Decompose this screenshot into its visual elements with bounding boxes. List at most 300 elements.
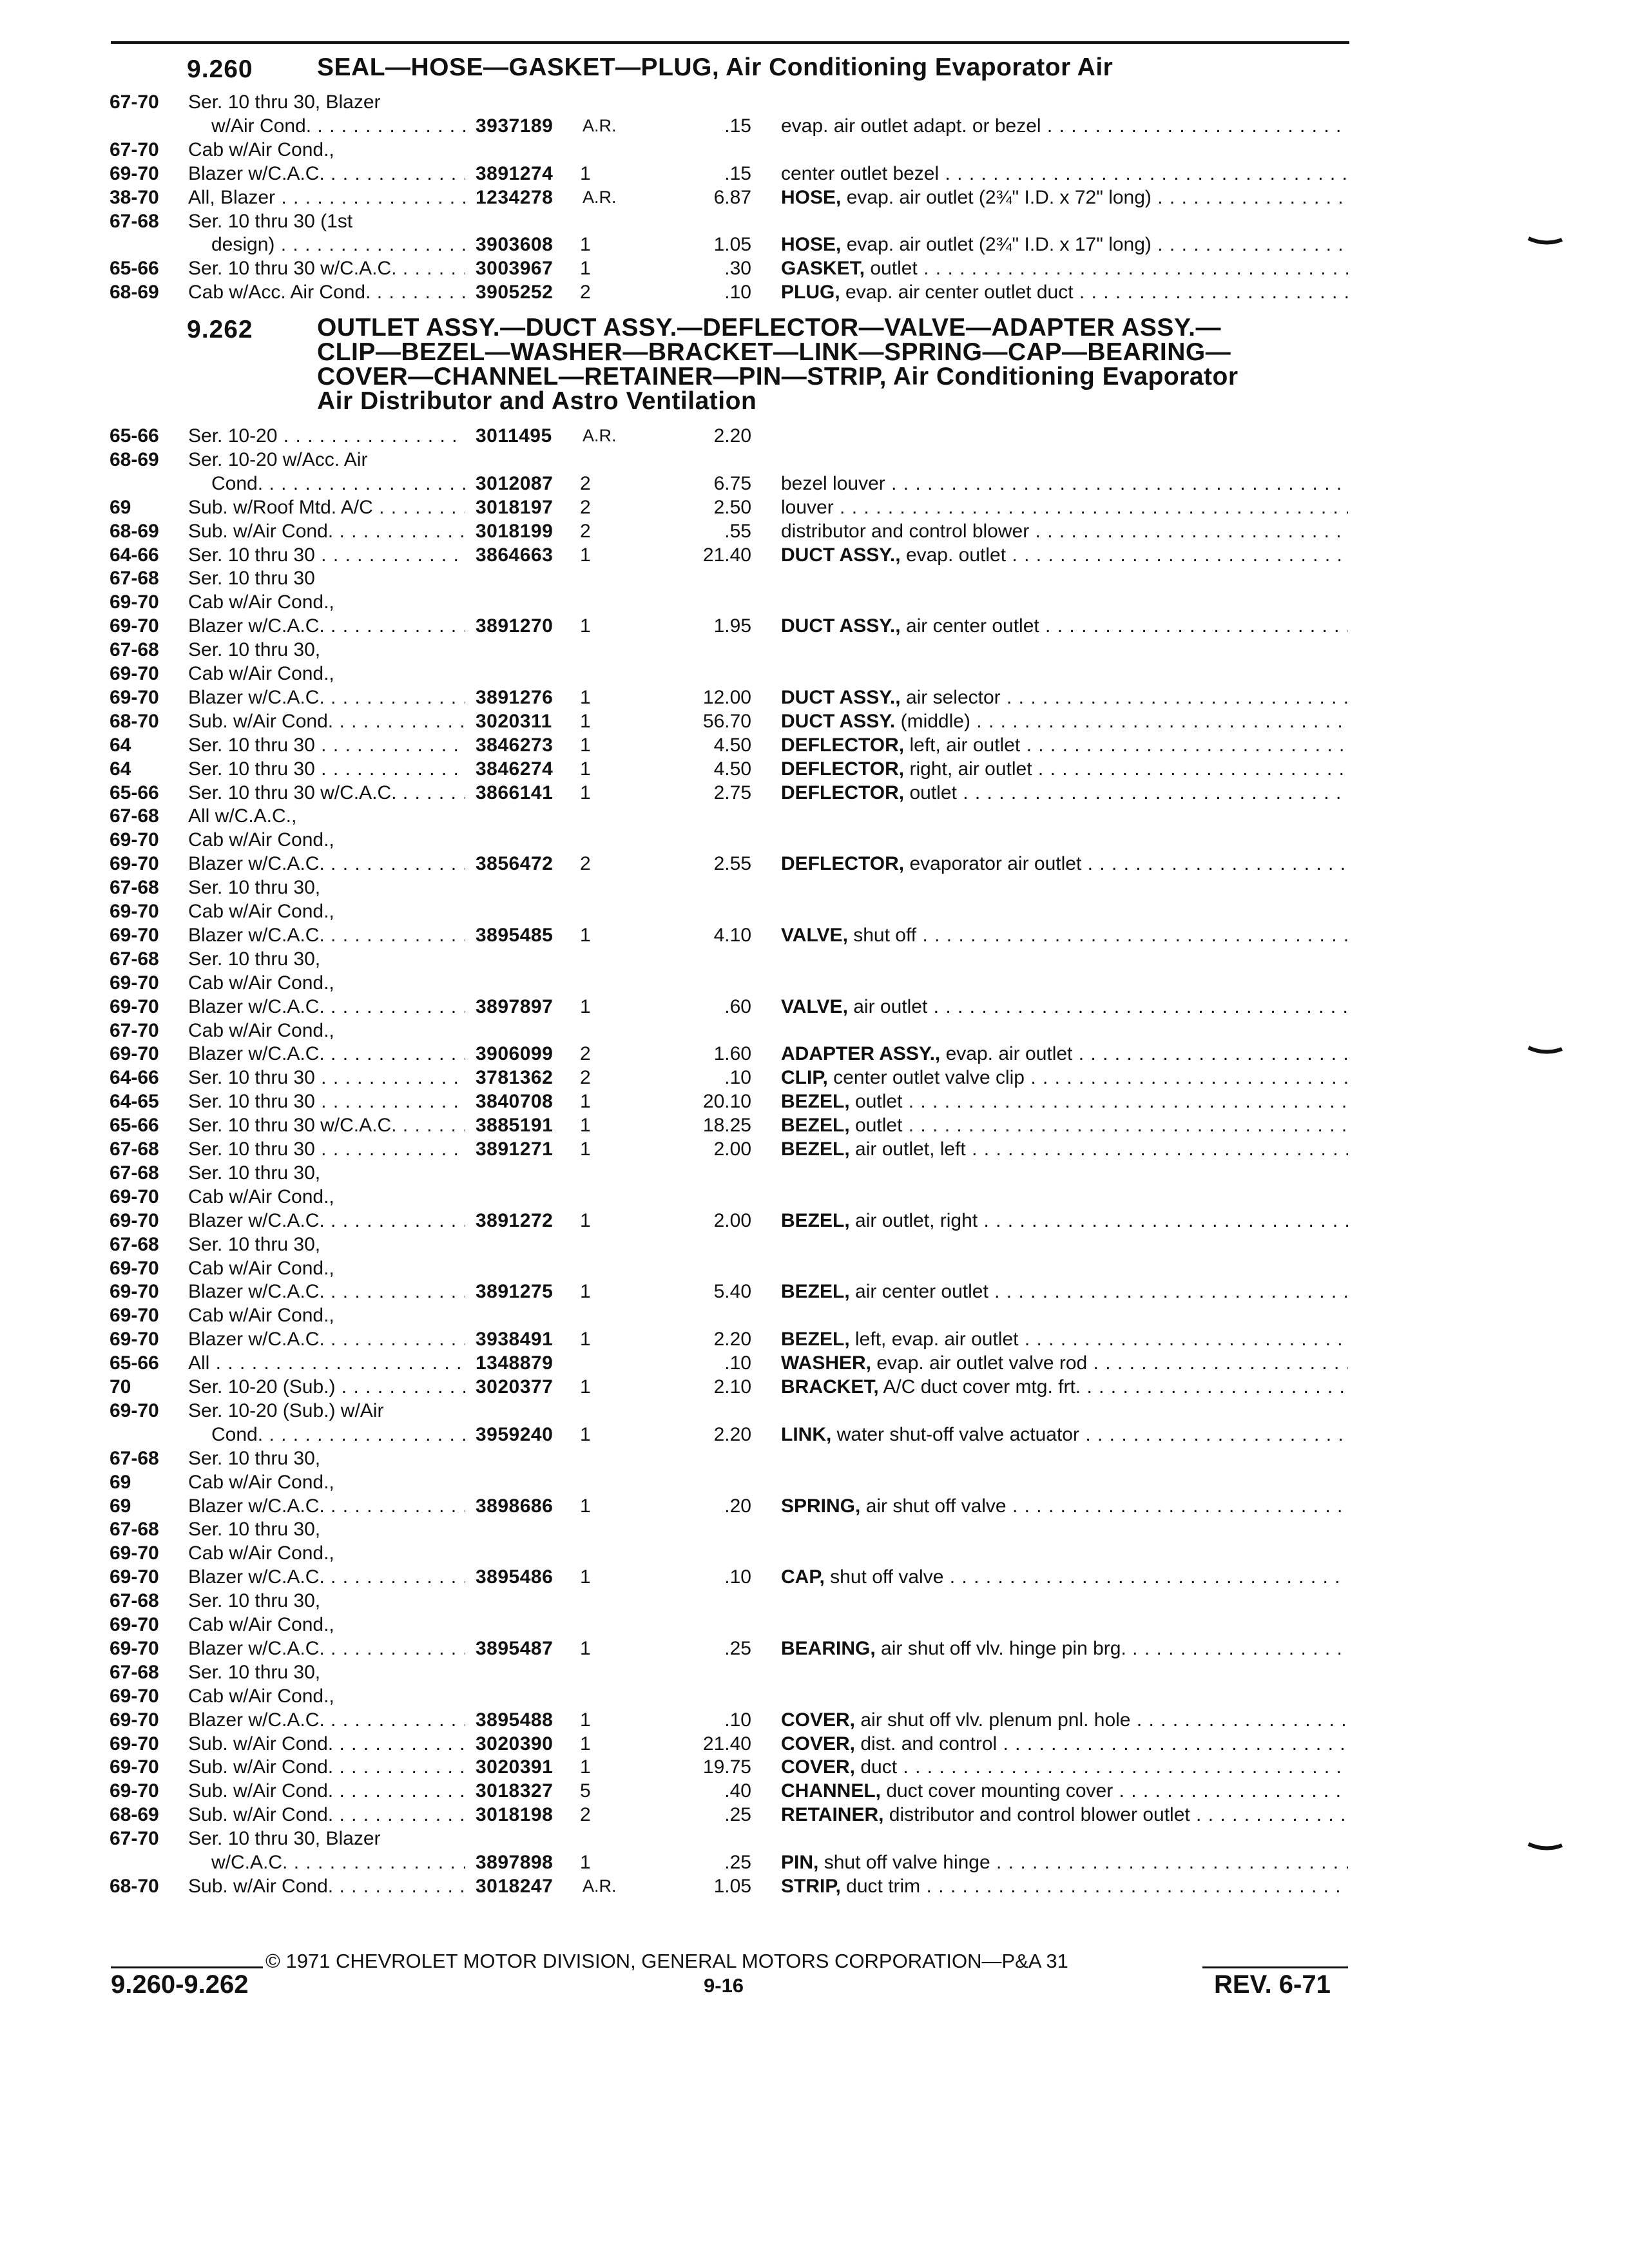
application-desc: Cab w/Air Cond., (188, 1614, 334, 1635)
list-price: 19.75 (702, 1756, 751, 1778)
part-description (781, 162, 1348, 186)
application-desc: Ser. 10 thru 30, Blazer (188, 91, 381, 113)
part-number: 3905252 (476, 282, 554, 303)
model-years: 70 (110, 1376, 131, 1398)
catalog-row (0, 280, 1629, 304)
part-name: DUCT ASSY., (781, 686, 901, 708)
part-name: CAP, (781, 1566, 825, 1588)
part-number: 3897898 (476, 1852, 554, 1873)
part-name: BEZEL, (781, 1209, 850, 1231)
list-price: 2.50 (713, 496, 751, 518)
catalog-row (0, 114, 1629, 138)
model-years: 67-68 (110, 1661, 159, 1683)
list-price: 56.70 (702, 710, 751, 732)
part-name: BEZEL, (781, 1091, 850, 1113)
catalog-row (0, 757, 1629, 781)
catalog-row (0, 186, 1629, 209)
part-name: DEFLECTOR, (781, 853, 905, 875)
part-number: 3895487 (476, 1637, 554, 1659)
part-detail: shut off valve hinge (824, 1852, 990, 1873)
part-description (781, 1755, 1348, 1779)
model-years: 65-66 (110, 782, 159, 803)
part-detail: center outlet valve clip (833, 1067, 1025, 1089)
model-years: 64 (110, 758, 131, 780)
part-name: BEZEL, (781, 1139, 850, 1160)
part-number: 3891270 (476, 615, 554, 637)
application-desc: Ser. 10 thru 30, (188, 1590, 321, 1612)
catalog-row (0, 1137, 1629, 1161)
part-name: BEARING, (781, 1637, 876, 1659)
part-description (781, 543, 1348, 567)
application-desc: Blazer w/C.A.C. . . . (188, 1637, 465, 1660)
catalog-row (0, 614, 1629, 638)
model-years: 69-70 (110, 663, 159, 684)
quantity: 1 (580, 1756, 591, 1778)
part-name: DEFLECTOR, (781, 758, 905, 780)
model-years: 38-70 (110, 186, 159, 208)
catalog-row (0, 638, 1629, 662)
model-years: 67-68 (110, 805, 159, 827)
part-number: 1348879 (476, 1352, 554, 1374)
application-desc: Blazer w/C.A.C. . . . (188, 614, 465, 638)
list-price: 2.75 (713, 782, 751, 803)
part-number: 3895486 (476, 1566, 554, 1588)
model-years: 69-70 (110, 1542, 159, 1564)
part-description (781, 1209, 1348, 1233)
part-number: 3020391 (476, 1756, 554, 1778)
application-desc: Ser. 10 thru 30, (188, 948, 321, 970)
catalog-row (0, 424, 1629, 448)
part-number: 1234278 (476, 186, 554, 208)
model-years: 68-69 (110, 448, 159, 470)
part-number: 3020311 (476, 710, 552, 732)
list-price: 4.10 (713, 924, 751, 946)
part-description (781, 1042, 1348, 1066)
catalog-row (0, 1423, 1629, 1446)
part-description (781, 1708, 1348, 1732)
model-years: 69-70 (110, 1780, 159, 1802)
catalog-row (0, 590, 1629, 614)
copyright-line: © 1971 CHEVROLET MOTOR DIVISION, GENERAL MOTORS CORPORATION—P&A 31 (265, 1950, 1068, 1972)
part-number: 3885191 (476, 1115, 554, 1137)
part-detail: duct trim (846, 1875, 921, 1897)
catalog-row (0, 1589, 1629, 1613)
model-years: 68-69 (110, 1804, 159, 1826)
catalog-row (0, 566, 1629, 590)
part-description (781, 280, 1348, 304)
part-description (781, 1113, 1348, 1137)
part-number: 3937189 (476, 115, 554, 137)
model-years: 68-70 (110, 710, 159, 732)
catalog-row (0, 1494, 1629, 1518)
model-years: 69-70 (110, 1709, 159, 1731)
catalog-row (0, 947, 1629, 971)
part-number: 3018199 (476, 520, 554, 542)
catalog-row (0, 852, 1629, 876)
model-years: 69-70 (110, 1756, 159, 1778)
catalog-row (0, 495, 1629, 519)
quantity: 1 (580, 544, 591, 566)
model-years: 67-70 (110, 1828, 159, 1850)
list-price: 1.95 (713, 615, 751, 637)
model-years: 69-70 (110, 1566, 159, 1588)
part-name: CLIP, (781, 1067, 828, 1089)
model-years: 69 (110, 1495, 131, 1517)
application-desc: Blazer w/C.A.C. . . . (188, 1327, 465, 1351)
application-desc: Ser. 10 thru 30 (1st (188, 210, 353, 232)
part-number: 3856472 (476, 853, 554, 875)
list-price: .10 (724, 1709, 751, 1731)
list-price: 21.40 (702, 544, 751, 566)
quantity: 2 (580, 282, 591, 303)
application-desc: w/C.A.C. . . . (211, 1850, 465, 1874)
part-number: 3011495 (476, 425, 552, 447)
quantity: 1 (580, 1852, 591, 1873)
quantity: 2 (580, 1043, 591, 1065)
model-years: 65-66 (110, 425, 159, 447)
catalog-row (0, 1850, 1629, 1874)
catalog-row (0, 1042, 1629, 1066)
part-number: 3020390 (476, 1733, 554, 1754)
catalog-row (0, 1755, 1629, 1779)
catalog-row (0, 1565, 1629, 1589)
part-number: 3959240 (476, 1423, 554, 1445)
list-price: 1.05 (713, 234, 751, 256)
model-years: 69-70 (110, 1637, 159, 1659)
part-name: VALVE, (781, 924, 848, 946)
footer-section-range: 9.260-9.262 (111, 1970, 249, 1999)
application-desc: Ser. 10 thru 30 w/C.A.C. . . . (188, 1113, 465, 1137)
part-detail: water shut-off valve actuator (836, 1423, 1079, 1445)
catalog-row (0, 1019, 1629, 1043)
part-detail: outlet (909, 782, 957, 803)
part-number: 3891274 (476, 162, 554, 184)
application-desc: Sub. w/Air Cond. . . . (188, 1803, 465, 1827)
application-desc: Cab w/Air Cond., (188, 1685, 334, 1707)
application-desc: Cab w/Air Cond., (188, 901, 334, 922)
quantity: 1 (580, 686, 591, 708)
application-desc: Cab w/Air Cond., (188, 1471, 334, 1493)
list-price: .25 (724, 1804, 751, 1826)
catalog-row (0, 1280, 1629, 1303)
quantity: 1 (580, 782, 591, 803)
section-number: 9.262 (187, 316, 253, 343)
part-description (781, 1565, 1348, 1589)
list-price: 2.10 (713, 1376, 751, 1398)
quantity: 1 (580, 1423, 591, 1445)
part-description (781, 256, 1348, 280)
list-price: 1.05 (713, 1875, 751, 1897)
application-desc: Blazer w/C.A.C. . . . (188, 1708, 465, 1732)
model-years: 64-65 (110, 1091, 159, 1113)
model-years: 69 (110, 1471, 131, 1493)
part-description (781, 519, 1348, 543)
model-years: 64 (110, 734, 131, 756)
application-desc: Cab w/Air Cond., (188, 591, 334, 613)
application-desc: Blazer w/C.A.C. . . . (188, 1042, 465, 1066)
model-years: 69-70 (110, 1209, 159, 1231)
model-years: 69-70 (110, 853, 159, 875)
quantity: 1 (580, 1091, 591, 1113)
model-years: 67-68 (110, 1162, 159, 1184)
section-number: 9.260 (187, 55, 253, 83)
model-years: 69-70 (110, 1186, 159, 1207)
part-detail: bezel louver (781, 472, 885, 494)
application-desc: Sub. w/Air Cond. . . . (188, 709, 465, 733)
application-desc: Cab w/Acc. Air Cond. . . . (188, 280, 465, 304)
application-desc: Ser. 10 thru 30, (188, 1233, 321, 1255)
part-detail: outlet (870, 258, 918, 280)
catalog-row (0, 1874, 1629, 1898)
model-years: 69-70 (110, 972, 159, 994)
application-desc: Ser. 10 thru 30 w/C.A.C. . . . (188, 781, 465, 805)
part-number: 3895488 (476, 1709, 554, 1731)
top-rule (111, 41, 1349, 44)
part-number: 3020377 (476, 1376, 554, 1398)
catalog-row (0, 923, 1629, 947)
part-name: RETAINER, (781, 1804, 884, 1826)
list-price: 5.40 (713, 1281, 751, 1303)
quantity: 1 (580, 758, 591, 780)
quantity: 2 (580, 472, 591, 494)
application-desc: Sub. w/Air Cond. . . . (188, 1874, 465, 1898)
catalog-row (0, 995, 1629, 1019)
quantity: A.R. (583, 187, 617, 207)
application-desc: Ser. 10 thru 30 . . . (188, 757, 465, 781)
quantity: 1 (580, 1709, 591, 1731)
application-desc: Ser. 10 thru 30, (188, 1447, 321, 1469)
catalog-row (0, 781, 1629, 805)
part-description (781, 686, 1348, 709)
part-detail: air outlet, left (855, 1139, 966, 1160)
quantity: 1 (580, 1139, 591, 1160)
part-detail: shut off (853, 924, 917, 946)
part-description (781, 709, 1348, 733)
list-price: 6.75 (713, 472, 751, 494)
part-number: 3018197 (476, 496, 554, 518)
footer-page-number: 9-16 (704, 1974, 744, 1997)
model-years: 64-66 (110, 1067, 159, 1089)
quantity: 1 (580, 710, 591, 732)
model-years: 67-70 (110, 1019, 159, 1041)
part-description (781, 1850, 1348, 1874)
model-years: 65-66 (110, 258, 159, 280)
list-price: 4.50 (713, 758, 751, 780)
catalog-row (0, 662, 1629, 686)
catalog-row (0, 1303, 1629, 1327)
application-desc: Blazer w/C.A.C. . . . (188, 1209, 465, 1233)
part-name: PIN, (781, 1852, 819, 1873)
application-desc: Ser. 10-20 w/Acc. Air (188, 448, 368, 470)
catalog-row (0, 1399, 1629, 1423)
part-number: 3846274 (476, 758, 554, 780)
part-number: 3906099 (476, 1043, 554, 1065)
application-desc: w/Air Cond. . . . (211, 114, 465, 138)
list-price: 4.50 (713, 734, 751, 756)
application-desc: All . . . (188, 1351, 465, 1375)
part-description (781, 114, 1348, 138)
part-description (781, 186, 1348, 209)
catalog-row (0, 209, 1629, 233)
quantity: 1 (580, 1376, 591, 1398)
part-detail: air shut off vlv. plenum pnl. hole (860, 1709, 1131, 1731)
part-description (781, 1066, 1348, 1090)
model-years: 67-70 (110, 91, 159, 113)
part-name: STRIP, (781, 1875, 841, 1897)
quantity: 1 (580, 1281, 591, 1303)
part-name: SPRING, (781, 1495, 861, 1517)
part-description (781, 923, 1348, 947)
quantity: 2 (580, 496, 591, 518)
part-description (781, 757, 1348, 781)
catalog-row (0, 1327, 1629, 1351)
application-desc: Ser. 10 thru 30, (188, 1519, 321, 1541)
model-years: 67-68 (110, 568, 159, 590)
part-detail: evap. air outlet (2¾" I.D. x 17" long) (846, 234, 1152, 256)
part-name: DUCT ASSY., (781, 544, 901, 566)
application-desc: Blazer w/C.A.C. . . . (188, 1280, 465, 1303)
application-desc: Blazer w/C.A.C. . . . (188, 1565, 465, 1589)
part-detail: air center outlet (905, 615, 1039, 637)
application-desc: Cab w/Air Cond., (188, 1186, 334, 1207)
quantity: 1 (580, 1637, 591, 1659)
application-desc: Sub. w/Air Cond. . . . (188, 1732, 465, 1756)
catalog-row (0, 804, 1629, 828)
part-detail: air shut off valve (865, 1495, 1007, 1517)
list-price: .60 (724, 995, 751, 1017)
part-name: BEZEL, (781, 1329, 850, 1350)
quantity: 2 (580, 853, 591, 875)
application-desc: Cab w/Air Cond., (188, 972, 334, 994)
application-desc: Sub. w/Roof Mtd. A/C . . . (188, 495, 465, 519)
model-years: 64-66 (110, 544, 159, 566)
quantity: 2 (580, 1067, 591, 1089)
part-description (781, 495, 1348, 519)
model-years: 67-68 (110, 210, 159, 232)
application-desc: Ser. 10-20 . . . (188, 424, 465, 448)
catalog-row (0, 1185, 1629, 1209)
part-detail: (middle) (900, 710, 970, 732)
section-title-line: Air Distributor and Astro Ventilation (317, 387, 757, 415)
part-name: COVER, (781, 1709, 856, 1731)
part-description (781, 1375, 1348, 1399)
application-desc: Ser. 10 thru 30, (188, 639, 321, 661)
model-years: 68-69 (110, 520, 159, 542)
part-name: BEZEL, (781, 1281, 850, 1303)
catalog-row (0, 828, 1629, 852)
model-years: 69-70 (110, 924, 159, 946)
part-name: HOSE, (781, 186, 842, 208)
catalog-row (0, 733, 1629, 757)
catalog-row (0, 256, 1629, 280)
application-desc: Blazer w/C.A.C. . . . (188, 995, 465, 1019)
application-desc: Blazer w/C.A.C. . . . (188, 162, 465, 186)
application-desc: Blazer w/C.A.C. . . . (188, 923, 465, 947)
model-years: 67-70 (110, 139, 159, 160)
part-detail: air outlet (853, 995, 928, 1017)
part-description (781, 1874, 1348, 1898)
model-years: 69-70 (110, 162, 159, 184)
application-desc: Cab w/Air Cond., (188, 1019, 334, 1041)
quantity: 5 (580, 1780, 591, 1802)
part-name: DUCT ASSY. (781, 710, 896, 732)
section-title (317, 316, 1239, 414)
part-number: 3864663 (476, 544, 554, 566)
part-detail: evap. air center outlet duct (845, 282, 1074, 303)
application-desc: Ser. 10 thru 30, (188, 1661, 321, 1683)
part-detail: evap. air outlet adapt. or bezel (781, 115, 1041, 137)
quantity: 1 (580, 1115, 591, 1137)
part-number: 3781362 (476, 1067, 554, 1089)
part-name: BRACKET, (781, 1376, 879, 1398)
catalog-row (0, 1732, 1629, 1756)
catalog-row (0, 1446, 1629, 1470)
model-years: 69-70 (110, 829, 159, 851)
model-years: 67-68 (110, 948, 159, 970)
part-number: 3846273 (476, 734, 554, 756)
catalog-row (0, 1256, 1629, 1280)
catalog-row (0, 1375, 1629, 1399)
list-price: .25 (724, 1637, 751, 1659)
part-description (781, 233, 1348, 256)
part-number: 3938491 (476, 1329, 554, 1350)
list-price: 1.60 (713, 1043, 751, 1065)
list-price: .15 (724, 115, 751, 137)
application-desc: Ser. 10 thru 30 . . . (188, 1137, 465, 1161)
model-years: 69-70 (110, 1614, 159, 1635)
part-name: DUCT ASSY., (781, 615, 901, 637)
application-desc: Cab w/Air Cond., (188, 1305, 334, 1327)
part-number: 3866141 (476, 782, 554, 803)
application-desc: Ser. 10 thru 30, Blazer (188, 1828, 381, 1850)
part-description (781, 1732, 1348, 1756)
catalog-row (0, 971, 1629, 995)
catalog-row (0, 1708, 1629, 1732)
model-years: 67-68 (110, 1447, 159, 1469)
application-desc: Cab w/Air Cond., (188, 139, 334, 160)
part-name: HOSE, (781, 234, 842, 256)
list-price: 2.20 (713, 1423, 751, 1445)
application-desc: Ser. 10-20 (Sub.) . . . (188, 1375, 465, 1399)
model-years: 67-68 (110, 877, 159, 899)
model-years: 69-70 (110, 1257, 159, 1279)
list-price: 2.20 (713, 1329, 751, 1350)
part-number: 3891271 (476, 1139, 554, 1160)
part-detail: air selector (905, 686, 1001, 708)
part-name: LINK, (781, 1423, 832, 1445)
catalog-row (0, 1209, 1629, 1233)
list-price: 6.87 (713, 186, 751, 208)
catalog-row (0, 162, 1629, 186)
part-detail: distributor and control blower outlet (889, 1804, 1190, 1826)
part-description (781, 1779, 1348, 1803)
part-detail: right, air outlet (909, 758, 1032, 780)
model-years: 69-70 (110, 1329, 159, 1350)
model-years: 69-70 (110, 901, 159, 922)
part-number: 3018247 (476, 1875, 554, 1897)
application-desc: Ser. 10 thru 30 . . . (188, 1066, 465, 1090)
list-price: 20.10 (702, 1091, 751, 1113)
catalog-row (0, 233, 1629, 256)
quantity: 1 (580, 1209, 591, 1231)
part-number: 3018198 (476, 1804, 554, 1826)
part-detail: evap. outlet (905, 544, 1007, 566)
part-detail: dist. and control (860, 1733, 998, 1754)
list-price: 18.25 (702, 1115, 751, 1137)
application-desc: Sub. w/Air Cond. . . . (188, 1755, 465, 1779)
quantity: 1 (580, 258, 591, 280)
catalog-row (0, 1113, 1629, 1137)
